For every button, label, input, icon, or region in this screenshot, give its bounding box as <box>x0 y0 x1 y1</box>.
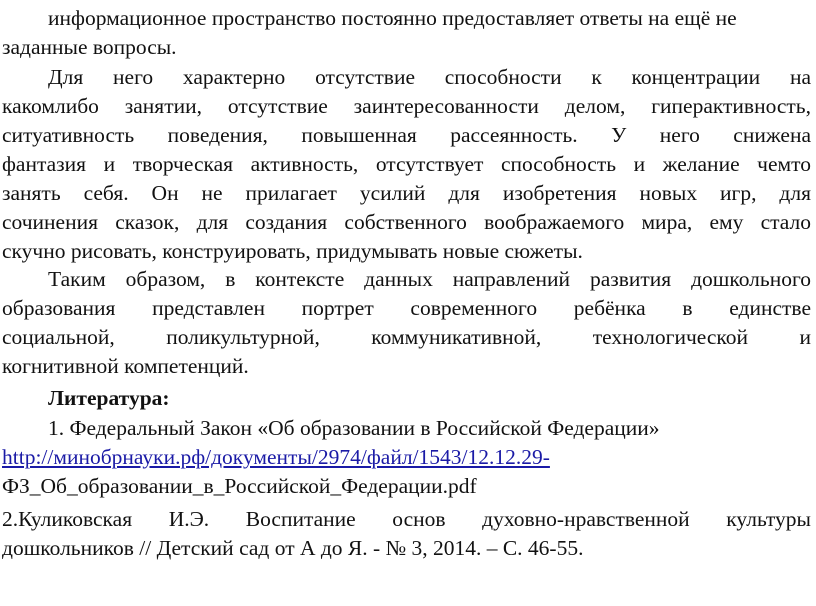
paragraph-conclusion-line-2: образования представлен портрет современного ребёнка в единстве <box>2 296 811 320</box>
reference-2-line-1: 2.Куликовская И.Э. Воспитание основ духовно-нравственной культуры <box>2 507 811 531</box>
paragraph-conclusion-line-3: социальной, поликультурной, коммуникативной, технологической и <box>2 325 811 349</box>
paragraph-conclusion-line-1: Таким образом, в контексте данных направлений развития дошкольного <box>48 267 811 291</box>
reference-1-filename: ФЗ_Об_образовании_в_Российской_Федерации.pdf <box>2 474 477 498</box>
paragraph-child-line-5: занять себя. Он не прилагает усилий для изобретения новых игр, для <box>2 181 811 205</box>
paragraph-intro-line-2: заданные вопросы. <box>2 35 177 59</box>
references-heading: Литература: <box>48 386 170 410</box>
paragraph-child-line-7: скучно рисовать, конструировать, придумывать новые сюжеты. <box>2 239 583 263</box>
paragraph-child-line-3: ситуативность поведения, повышенная рассеянность. У него снижена <box>2 123 811 147</box>
paragraph-child-line-2: какомлибо занятии, отсутствие заинтересованности делом, гиперактивность, <box>2 94 811 118</box>
paragraph-conclusion-line-4: когнитивной компетенций. <box>2 354 249 378</box>
reference-1-title: 1. Федеральный Закон «Об образовании в Российской Федерации» <box>48 416 660 440</box>
paragraph-child-line-4: фантазия и творческая активность, отсутствует способность и желание чемто <box>2 152 811 176</box>
paragraph-child-line-1: Для него характерно отсутствие способности к концентрации на <box>48 65 811 89</box>
paragraph-intro-line-1: информационное пространство постоянно предоставляет ответы на ещё не <box>48 6 737 30</box>
reference-1-link[interactable]: http://минобрнауки.рф/документы/2974/файл/1543/12.12.29- <box>2 445 550 469</box>
paragraph-child-line-6: сочинения сказок, для создания собственного воображаемого мира, ему стало <box>2 210 811 234</box>
reference-2-line-2: дошкольников // Детский сад от А до Я. - № 3, 2014. – С. 46-55. <box>2 536 584 560</box>
reference-1-url-row <box>2 443 811 472</box>
